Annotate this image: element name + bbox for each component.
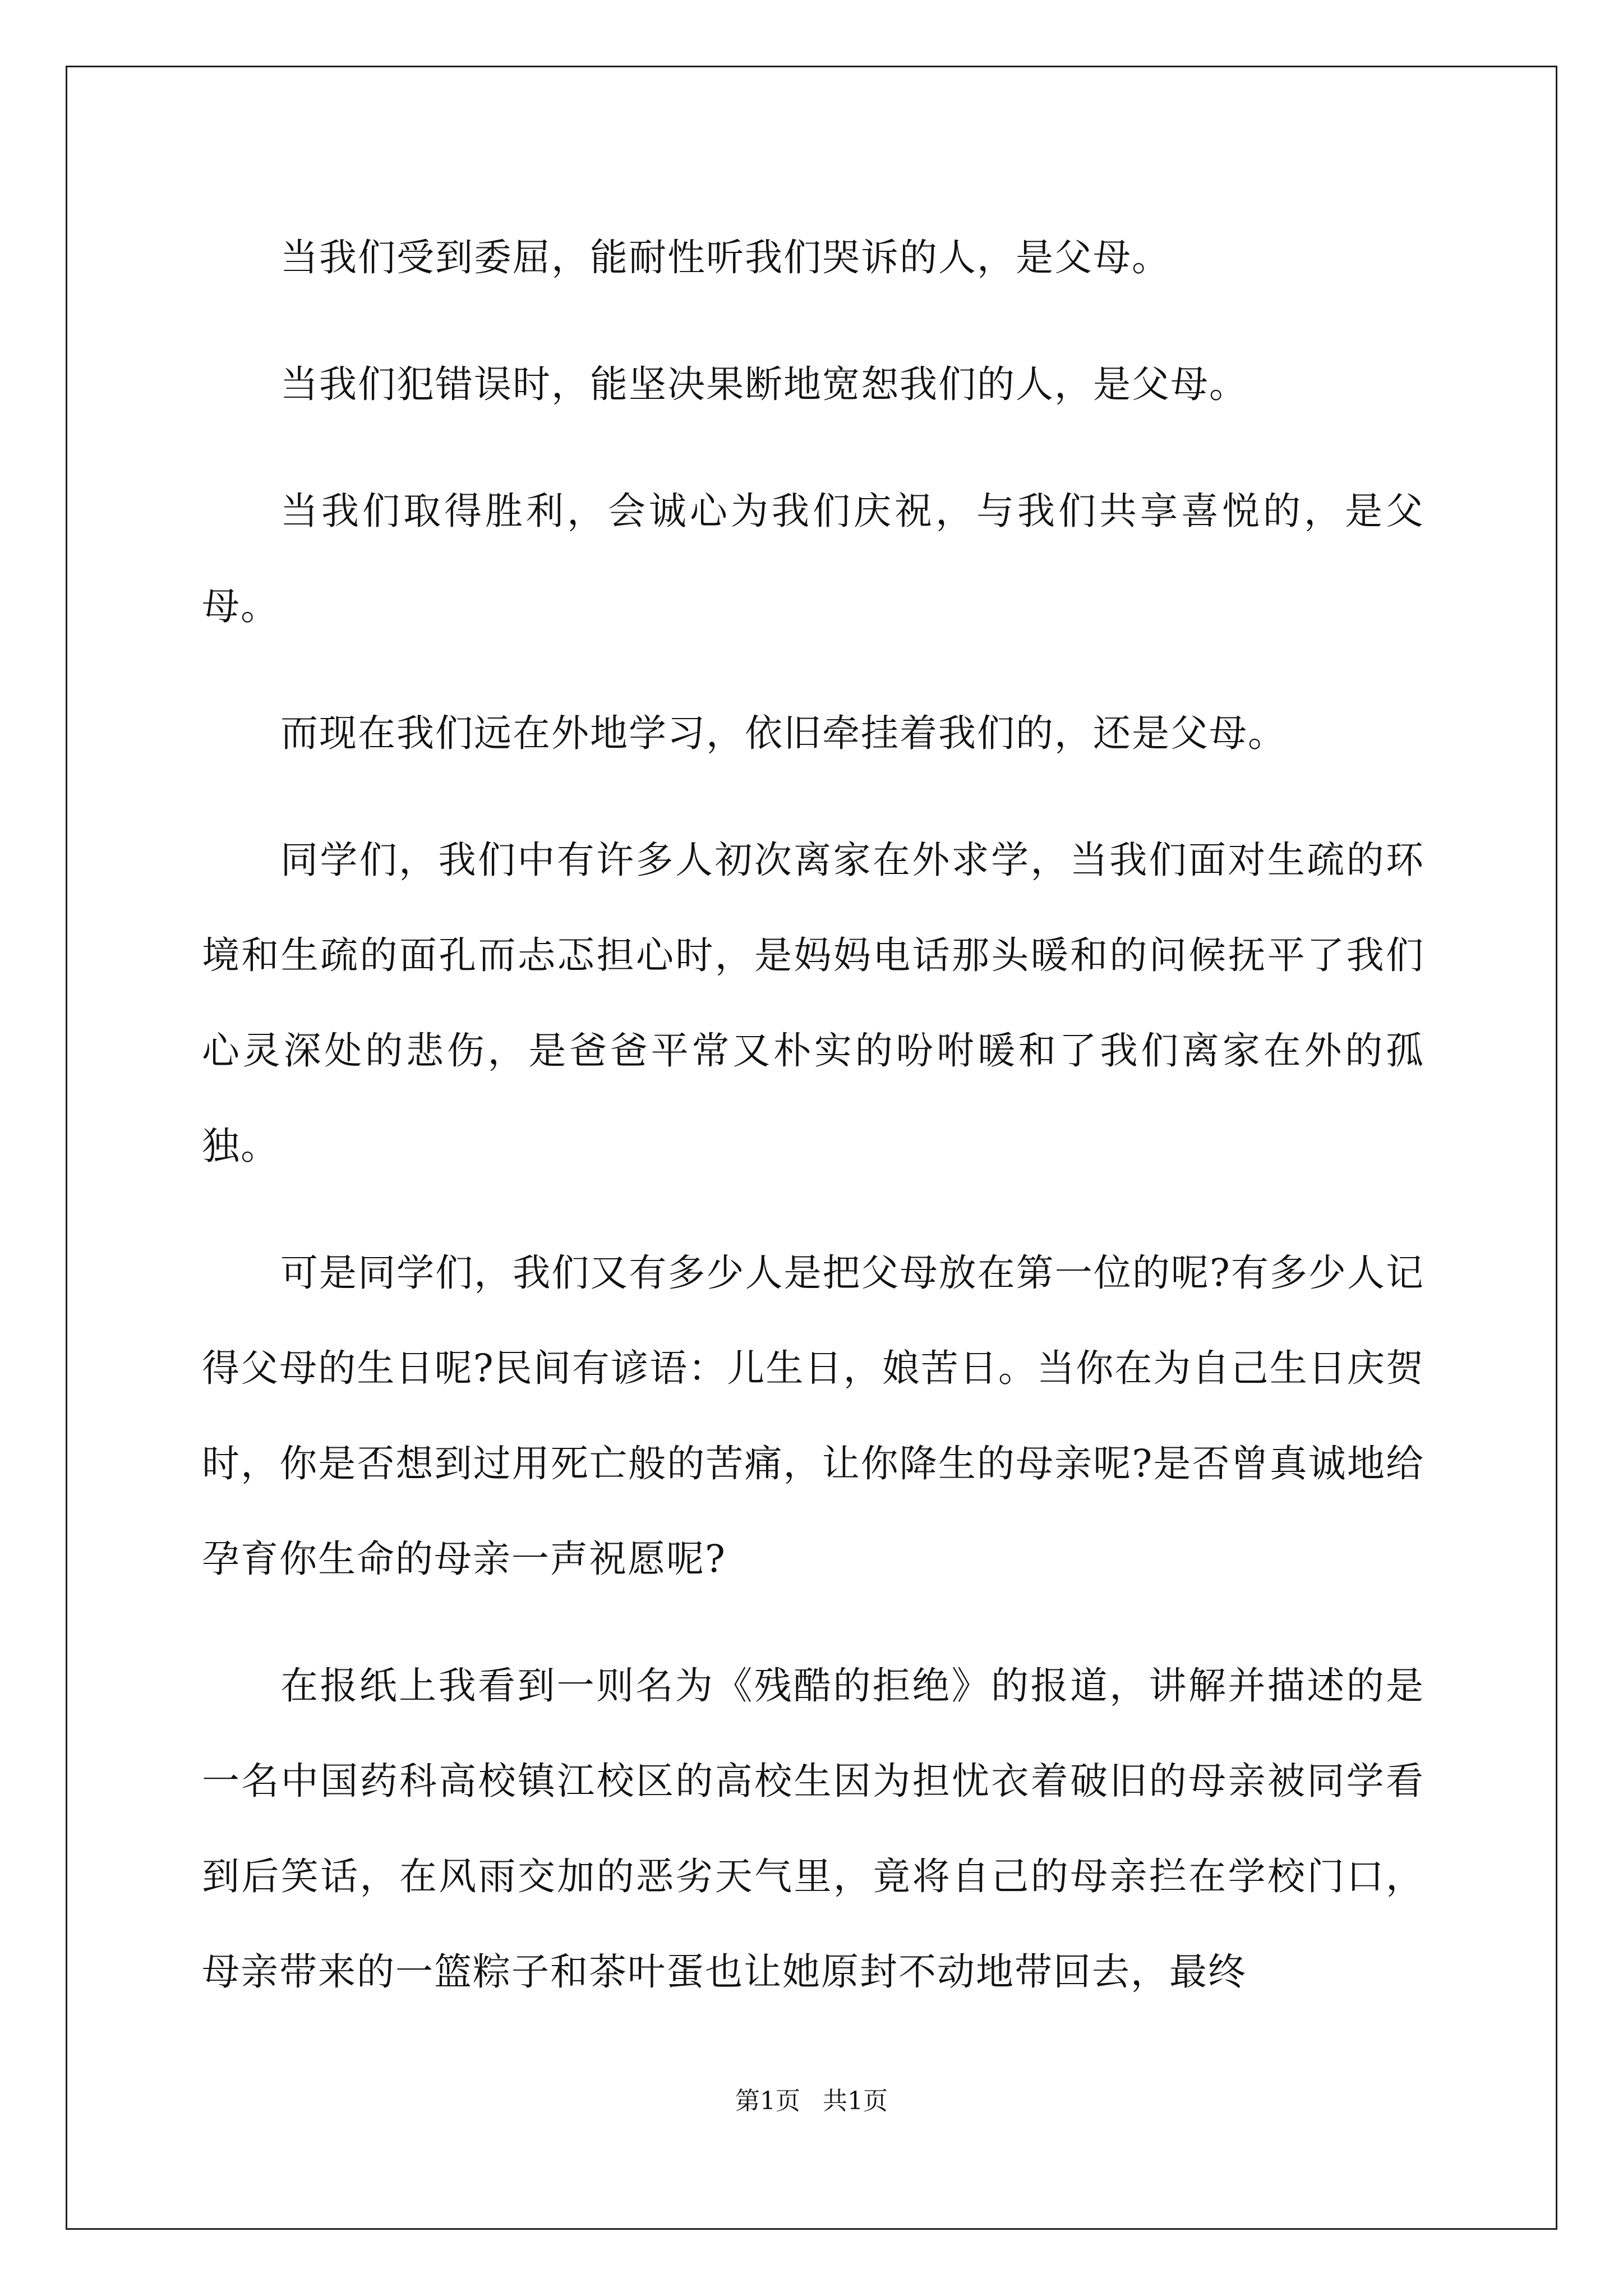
paragraph: 可是同学们，我们又有多少人是把父母放在第一位的呢?有多少人记得父母的生日呢?民间有谚语：儿生日，娘苦日。当你在为自己生日庆贺时，你是否想到过用死亡般的苦痛，让你降生的母亲呢?是否曾真诚地给孕育你生命的母亲一声祝愿呢?: [202, 1251, 1424, 1581]
document-body: [202, 210, 1424, 2051]
paragraph: 而现在我们远在外地学习，依旧牵挂着我们的，还是父母。: [280, 711, 1287, 755]
page-total: 共1页: [823, 2087, 888, 2115]
paragraph: 同学们，我们中有许多人初次离家在外求学，当我们面对生疏的环境和生疏的面孔而忐忑担心时，是妈妈电话那头暖和的问候抚平了我们心灵深处的悲伤，是爸爸平常又朴实的吩咐暖和了我们离家在外的孤独。: [202, 838, 1424, 1168]
page-footer: [0, 2085, 1623, 2118]
page-number: 第1页: [735, 2087, 800, 2115]
paragraph: 在报纸上我看到一则名为《残酷的拒绝》的报道，讲解并描述的是一名中国药科高校镇江校区的高校生因为担忧衣着破旧的母亲被同学看到后笑话，在风雨交加的恶劣天气里，竟将自己的母亲拦在学校门口，母亲带来的一篮粽子和茶叶蛋也让她原封不动地带回去，最终: [202, 1664, 1424, 1994]
paragraph: 当我们取得胜利，会诚心为我们庆祝，与我们共享喜悦的，是父母。: [202, 489, 1424, 628]
paragraph: 当我们犯错误时，能坚决果断地宽恕我们的人，是父母。: [280, 362, 1248, 406]
paragraph: 当我们受到委屈，能耐性听我们哭诉的人，是父母。: [280, 236, 1170, 279]
